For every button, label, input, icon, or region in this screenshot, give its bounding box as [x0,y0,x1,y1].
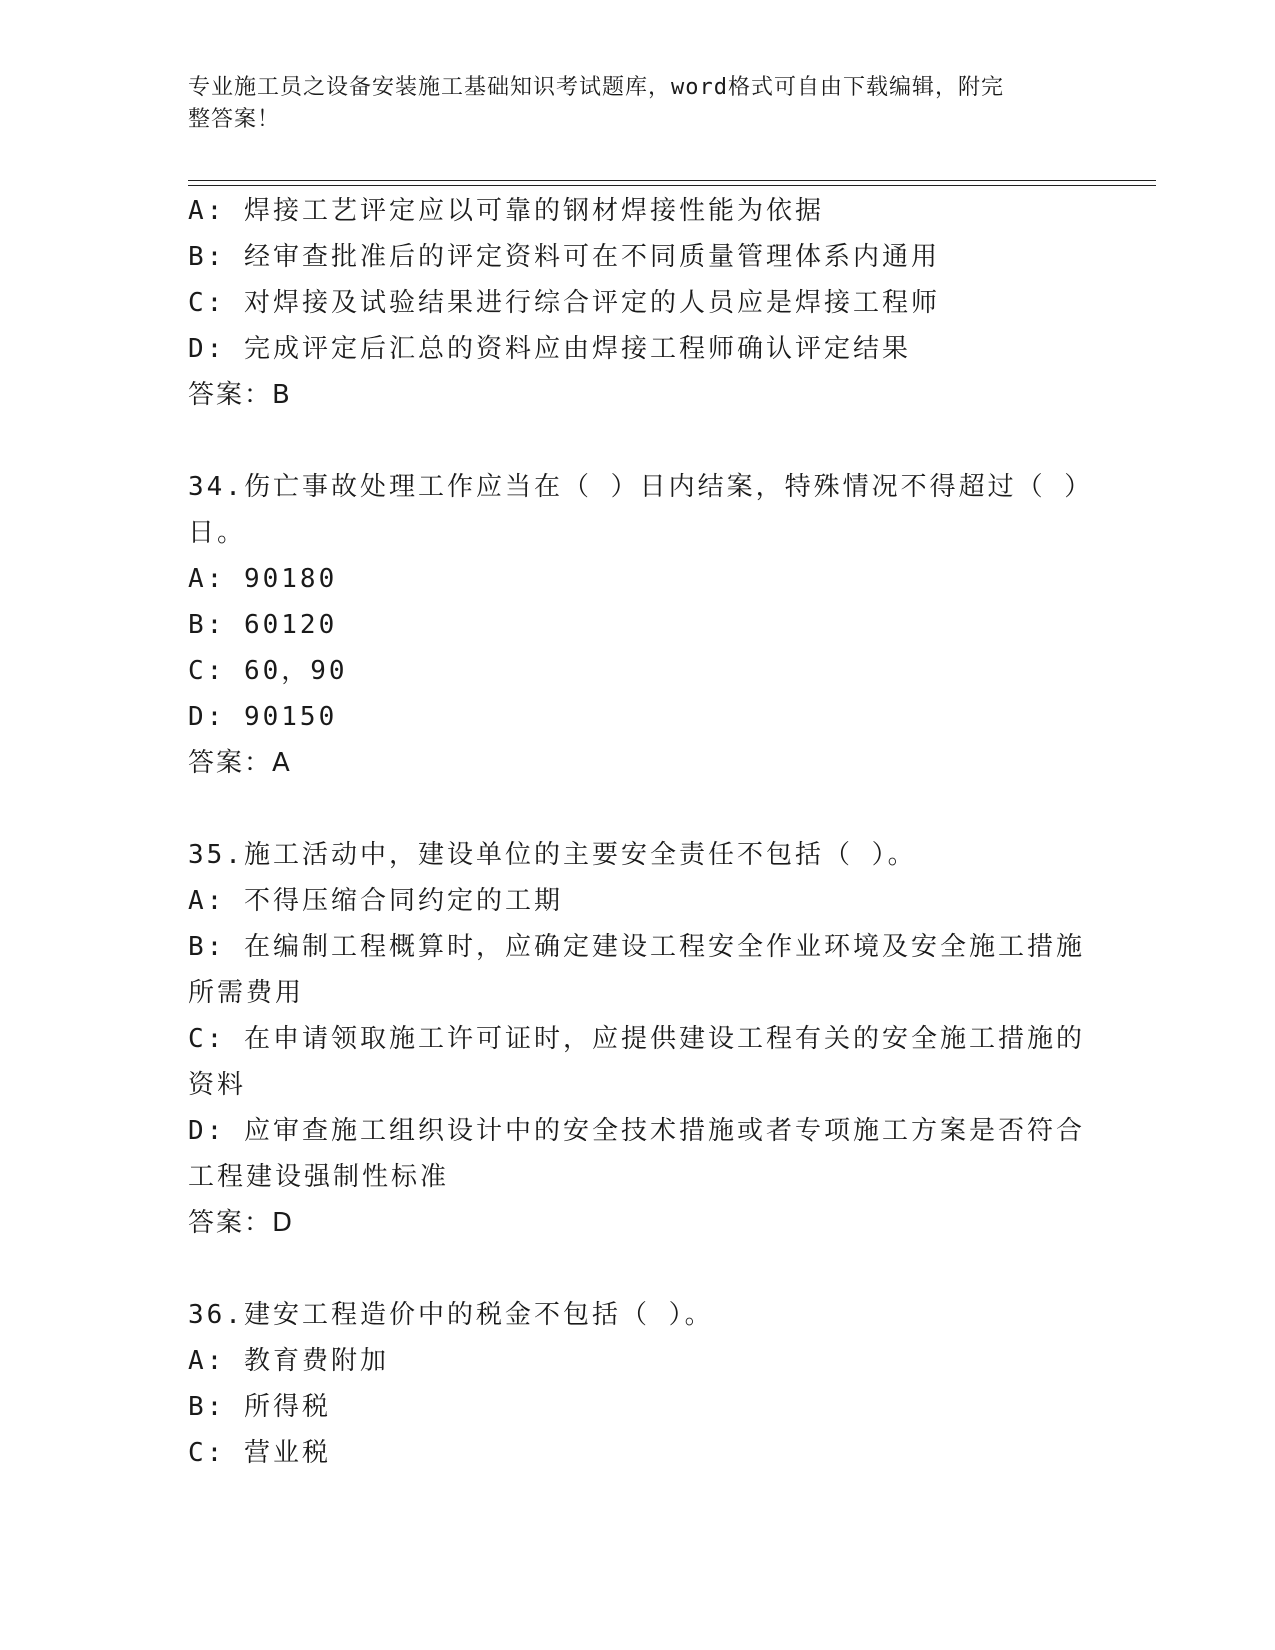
header-divider-bottom [188,185,1156,186]
option-b: B: 在编制工程概算时，应确定建设工程安全作业环境及安全施工措施 [188,932,1085,962]
question-block-33 [188,188,1088,418]
question-stem-continued: 日。 [188,518,247,548]
header-divider-top [188,180,1156,181]
question-stem: 34.伤亡事故处理工作应当在（ ）日内结案，特殊情况不得超过（ ） [188,472,1094,502]
option-d: D: 完成评定后汇总的资料应由焊接工程师确认评定结果 [188,334,911,364]
option-b: B: 60120 [188,610,338,640]
option-a: A: 不得压缩合同约定的工期 [188,886,563,916]
option-d: D: 90150 [188,702,338,732]
header-line-2: 整答案！ [188,107,281,132]
option-c: C: 60，90 [188,656,348,686]
document-header [188,72,1068,136]
question-block-36 [188,1292,1088,1476]
question-stem: 36.建安工程造价中的税金不包括（ ）。 [188,1300,714,1330]
question-block-34 [188,464,1094,786]
answer-line: 答案：D [188,1208,295,1238]
option-a: A: 90180 [188,564,338,594]
spacer [188,418,1088,464]
answer-line: 答案：A [188,748,292,778]
option-b: B: 经审查批准后的评定资料可在不同质量管理体系内通用 [188,242,940,272]
answer-line: 答案：B [188,380,292,410]
option-d: D: 应审查施工组织设计中的安全技术措施或者专项施工方案是否符合 [188,1116,1085,1146]
question-stem: 35.施工活动中，建设单位的主要安全责任不包括（ ）。 [188,840,917,870]
option-c: C: 营业税 [188,1438,331,1468]
option-b-continued: 所需费用 [188,978,305,1008]
option-d-continued: 工程建设强制性标准 [188,1162,450,1192]
option-c: C: 对焊接及试验结果进行综合评定的人员应是焊接工程师 [188,288,940,318]
option-c-continued: 资料 [188,1070,247,1100]
spacer [188,786,1088,832]
spacer [188,1246,1088,1292]
option-a: A: 焊接工艺评定应以可靠的钢材焊接性能为依据 [188,196,824,226]
option-a: A: 教育费附加 [188,1346,389,1376]
question-block-35 [188,832,1088,1246]
option-c: C: 在申请领取施工许可证时，应提供建设工程有关的安全施工措施的 [188,1024,1085,1054]
option-b: B: 所得税 [188,1392,331,1422]
question-list [188,188,1094,1476]
header-line-1: 专业施工员之设备安装施工基础知识考试题库，word格式可自由下载编辑，附完 [188,75,1004,100]
